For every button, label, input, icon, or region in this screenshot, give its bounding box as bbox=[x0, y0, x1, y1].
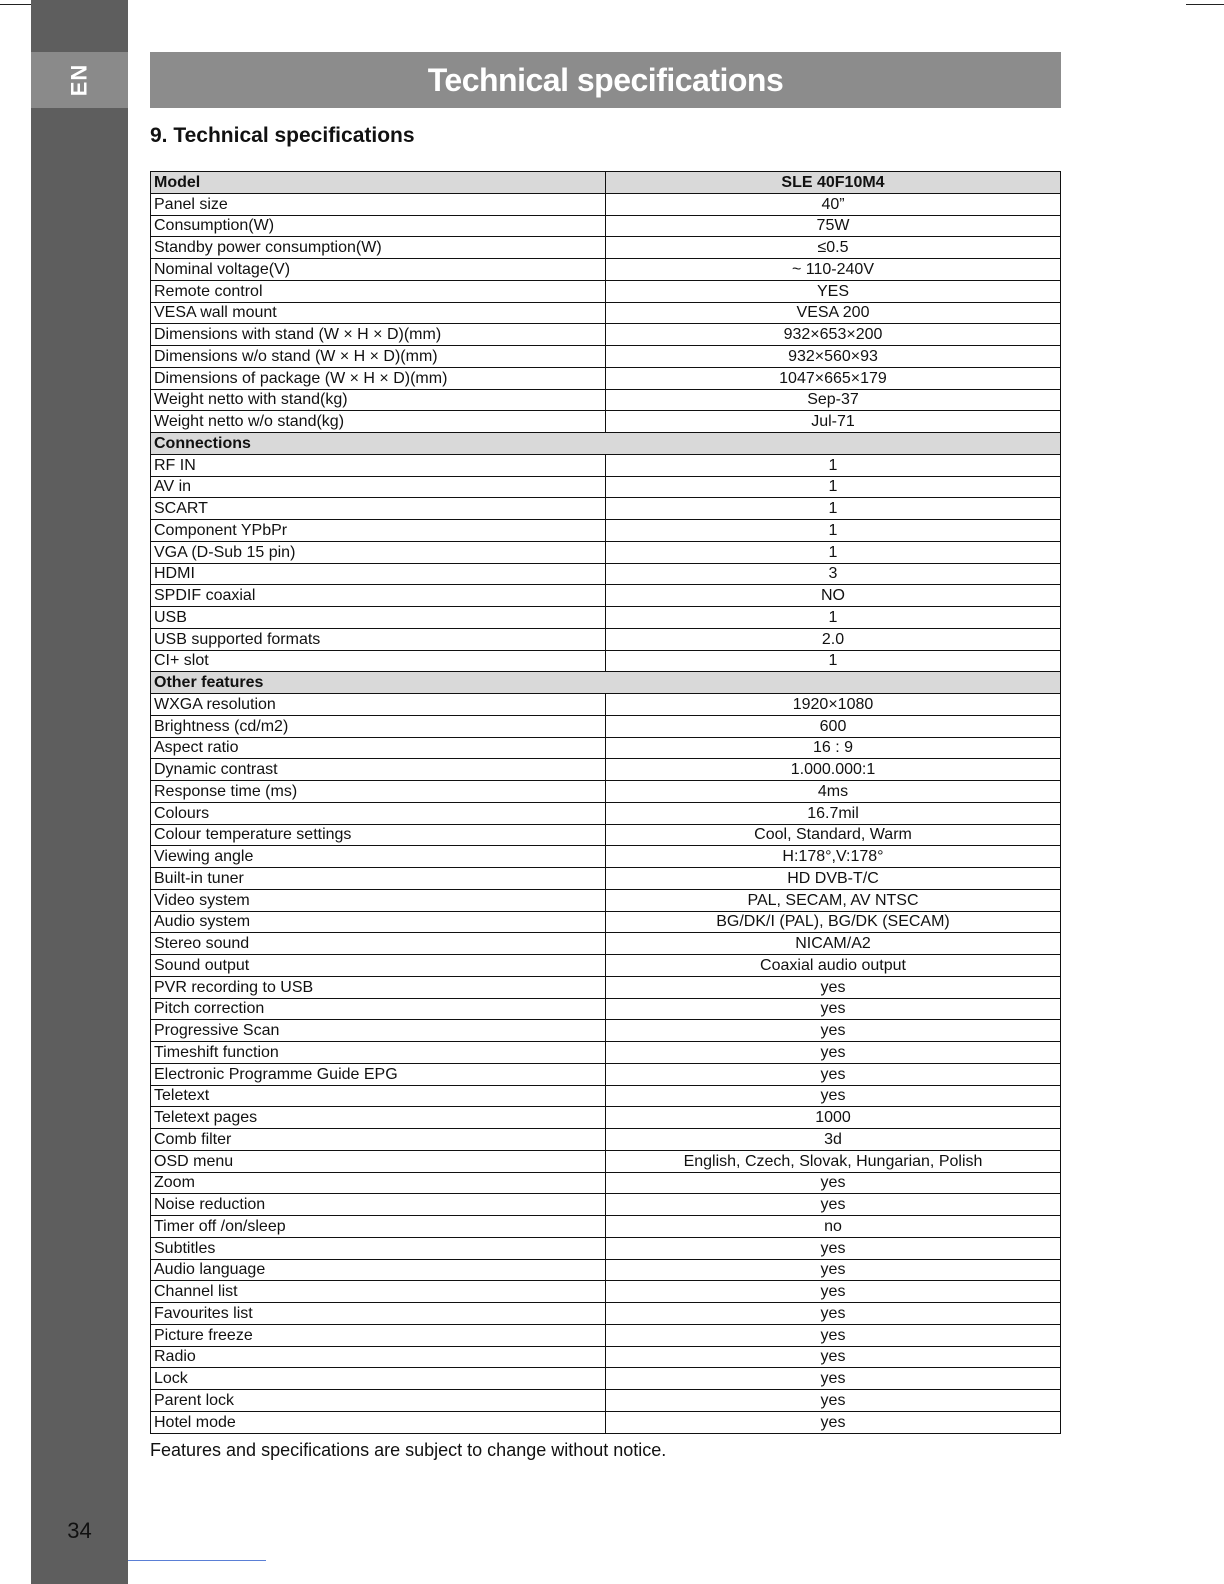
table-row bbox=[151, 889, 1061, 911]
spec-label: Nominal voltage(V) bbox=[151, 259, 606, 281]
spec-label: Colours bbox=[151, 802, 606, 824]
table-row bbox=[151, 868, 1061, 890]
spec-value: H:178°,V:178° bbox=[606, 846, 1061, 868]
table-row bbox=[151, 563, 1061, 585]
sidebar bbox=[31, 0, 128, 1584]
spec-value: ≤0.5 bbox=[606, 237, 1061, 259]
page-number: 34 bbox=[67, 1518, 92, 1543]
spec-value: 4ms bbox=[606, 781, 1061, 803]
table-row bbox=[151, 824, 1061, 846]
spec-label: Viewing angle bbox=[151, 846, 606, 868]
table-row bbox=[151, 215, 1061, 237]
table-row bbox=[151, 628, 1061, 650]
spec-value: yes bbox=[606, 1259, 1061, 1281]
table-row bbox=[151, 1237, 1061, 1259]
spec-value: 3 bbox=[606, 563, 1061, 585]
spec-label: Component YPbPr bbox=[151, 520, 606, 542]
spec-value: 1 bbox=[606, 650, 1061, 672]
table-row bbox=[151, 1346, 1061, 1368]
spec-label: Dimensions with stand (W × H × D)(mm) bbox=[151, 324, 606, 346]
spec-value: 2.0 bbox=[606, 628, 1061, 650]
language-tab bbox=[31, 52, 128, 108]
spec-label: Consumption(W) bbox=[151, 215, 606, 237]
spec-label: Progressive Scan bbox=[151, 1020, 606, 1042]
spec-value: 932×653×200 bbox=[606, 324, 1061, 346]
spec-label: Dimensions w/o stand (W × H × D)(mm) bbox=[151, 346, 606, 368]
spec-label: Colour temperature settings bbox=[151, 824, 606, 846]
spec-value: 1 bbox=[606, 607, 1061, 629]
table-row bbox=[151, 324, 1061, 346]
spec-label: Noise reduction bbox=[151, 1194, 606, 1216]
crop-mark-right bbox=[1186, 4, 1224, 5]
table-row bbox=[151, 976, 1061, 998]
spec-value: 1 bbox=[606, 498, 1061, 520]
table-row bbox=[151, 737, 1061, 759]
table-header-row bbox=[151, 172, 1061, 194]
spec-label: AV in bbox=[151, 476, 606, 498]
table-row bbox=[151, 715, 1061, 737]
spec-value: PAL, SECAM, AV NTSC bbox=[606, 889, 1061, 911]
table-row bbox=[151, 759, 1061, 781]
spec-value: 1.000.000:1 bbox=[606, 759, 1061, 781]
spec-label: Audio system bbox=[151, 911, 606, 933]
spec-value: yes bbox=[606, 1303, 1061, 1325]
spec-value: yes bbox=[606, 1411, 1061, 1433]
language-label: EN bbox=[66, 63, 92, 97]
spec-label: Audio language bbox=[151, 1259, 606, 1281]
spec-label: PVR recording to USB bbox=[151, 976, 606, 998]
spec-label: Sound output bbox=[151, 955, 606, 977]
spec-value: Jul-71 bbox=[606, 411, 1061, 433]
spec-value: yes bbox=[606, 1020, 1061, 1042]
table-row bbox=[151, 1303, 1061, 1325]
table-row bbox=[151, 280, 1061, 302]
spec-value: 1 bbox=[606, 520, 1061, 542]
spec-label: Parent lock bbox=[151, 1390, 606, 1412]
spec-label: Favourites list bbox=[151, 1303, 606, 1325]
table-row bbox=[151, 1281, 1061, 1303]
spec-label: Aspect ratio bbox=[151, 737, 606, 759]
spec-label: Lock bbox=[151, 1368, 606, 1390]
table-row bbox=[151, 955, 1061, 977]
table-row bbox=[151, 1368, 1061, 1390]
table-row bbox=[151, 694, 1061, 716]
spec-value: 16.7mil bbox=[606, 802, 1061, 824]
section-row-connections-label: Connections bbox=[151, 433, 1061, 455]
table-row bbox=[151, 1085, 1061, 1107]
spec-value: ~ 110-240V bbox=[606, 259, 1061, 281]
spec-value: YES bbox=[606, 280, 1061, 302]
table-row bbox=[151, 585, 1061, 607]
spec-label: Picture freeze bbox=[151, 1324, 606, 1346]
table-row bbox=[151, 367, 1061, 389]
table-row bbox=[151, 1042, 1061, 1064]
spec-value: 600 bbox=[606, 715, 1061, 737]
spec-value: VESA 200 bbox=[606, 302, 1061, 324]
spec-value: no bbox=[606, 1216, 1061, 1238]
spec-value: NO bbox=[606, 585, 1061, 607]
spec-label: USB bbox=[151, 607, 606, 629]
section-row-other-features-label: Other features bbox=[151, 672, 1061, 694]
spec-label: Comb filter bbox=[151, 1129, 606, 1151]
spec-value: yes bbox=[606, 976, 1061, 998]
spec-label: Weight netto w/o stand(kg) bbox=[151, 411, 606, 433]
spec-value: yes bbox=[606, 1042, 1061, 1064]
spec-label: Stereo sound bbox=[151, 933, 606, 955]
table-row bbox=[151, 1150, 1061, 1172]
section-row-connections bbox=[151, 433, 1061, 455]
table-row bbox=[151, 389, 1061, 411]
spec-value: 3d bbox=[606, 1129, 1061, 1151]
table-row bbox=[151, 193, 1061, 215]
header-band bbox=[150, 52, 1061, 108]
spec-value: yes bbox=[606, 1281, 1061, 1303]
table-row bbox=[151, 541, 1061, 563]
spec-label: Timer off /on/sleep bbox=[151, 1216, 606, 1238]
spec-value: yes bbox=[606, 998, 1061, 1020]
table-row bbox=[151, 1390, 1061, 1412]
table-row bbox=[151, 1129, 1061, 1151]
table-row bbox=[151, 476, 1061, 498]
spec-value: 1 bbox=[606, 476, 1061, 498]
spec-value: yes bbox=[606, 1085, 1061, 1107]
spec-label: Subtitles bbox=[151, 1237, 606, 1259]
spec-value: 40” bbox=[606, 193, 1061, 215]
spec-value: 932×560×93 bbox=[606, 346, 1061, 368]
table-row bbox=[151, 1194, 1061, 1216]
spec-value: BG/DK/I (PAL), BG/DK (SECAM) bbox=[606, 911, 1061, 933]
footnote: Features and specifications are subject to change without notice. bbox=[150, 1440, 667, 1460]
spec-value: 1 bbox=[606, 541, 1061, 563]
table-row bbox=[151, 346, 1061, 368]
bottom-rule bbox=[128, 1560, 266, 1561]
table-row bbox=[151, 998, 1061, 1020]
spec-label: CI+ slot bbox=[151, 650, 606, 672]
table-row bbox=[151, 1020, 1061, 1042]
table-row bbox=[151, 1107, 1061, 1129]
table-row bbox=[151, 1411, 1061, 1433]
spec-label: Timeshift function bbox=[151, 1042, 606, 1064]
table-row bbox=[151, 1324, 1061, 1346]
model-value: SLE 40F10M4 bbox=[606, 172, 1061, 194]
spec-value: English, Czech, Slovak, Hungarian, Polish bbox=[606, 1150, 1061, 1172]
spec-label: Built-in tuner bbox=[151, 868, 606, 890]
table-row bbox=[151, 607, 1061, 629]
spec-label: RF IN bbox=[151, 454, 606, 476]
spec-label: Remote control bbox=[151, 280, 606, 302]
spec-label: Channel list bbox=[151, 1281, 606, 1303]
spec-value: HD DVB-T/C bbox=[606, 868, 1061, 890]
table-row bbox=[151, 1216, 1061, 1238]
spec-value: yes bbox=[606, 1368, 1061, 1390]
spec-label: USB supported formats bbox=[151, 628, 606, 650]
spec-value: NICAM/A2 bbox=[606, 933, 1061, 955]
spec-value: yes bbox=[606, 1390, 1061, 1412]
spec-label: Electronic Programme Guide EPG bbox=[151, 1063, 606, 1085]
spec-label: Zoom bbox=[151, 1172, 606, 1194]
table-row bbox=[151, 454, 1061, 476]
table-row bbox=[151, 520, 1061, 542]
table-row bbox=[151, 650, 1061, 672]
spec-value: yes bbox=[606, 1194, 1061, 1216]
spec-value: yes bbox=[606, 1324, 1061, 1346]
table-row bbox=[151, 259, 1061, 281]
spec-label: Dimensions of package (W × H × D)(mm) bbox=[151, 367, 606, 389]
spec-value: 1920×1080 bbox=[606, 694, 1061, 716]
spec-label: Panel size bbox=[151, 193, 606, 215]
table-row bbox=[151, 1172, 1061, 1194]
spec-label: Response time (ms) bbox=[151, 781, 606, 803]
spec-value: 75W bbox=[606, 215, 1061, 237]
spec-label: VESA wall mount bbox=[151, 302, 606, 324]
spec-label: SPDIF coaxial bbox=[151, 585, 606, 607]
table-row bbox=[151, 411, 1061, 433]
model-label: Model bbox=[151, 172, 606, 194]
spec-value: 1047×665×179 bbox=[606, 367, 1061, 389]
spec-label: Standby power consumption(W) bbox=[151, 237, 606, 259]
table-row bbox=[151, 781, 1061, 803]
table-row bbox=[151, 802, 1061, 824]
spec-table bbox=[150, 171, 1061, 1434]
spec-label: Brightness (cd/m2) bbox=[151, 715, 606, 737]
spec-label: Radio bbox=[151, 1346, 606, 1368]
spec-value: Coaxial audio output bbox=[606, 955, 1061, 977]
table-row bbox=[151, 933, 1061, 955]
spec-value: yes bbox=[606, 1346, 1061, 1368]
spec-label: Hotel mode bbox=[151, 1411, 606, 1433]
spec-label: VGA (D-Sub 15 pin) bbox=[151, 541, 606, 563]
spec-label: WXGA resolution bbox=[151, 694, 606, 716]
spec-value: 1 bbox=[606, 454, 1061, 476]
spec-label: Teletext bbox=[151, 1085, 606, 1107]
table-row bbox=[151, 1259, 1061, 1281]
spec-value: Sep-37 bbox=[606, 389, 1061, 411]
spec-value: Cool, Standard, Warm bbox=[606, 824, 1061, 846]
spec-label: Weight netto with stand(kg) bbox=[151, 389, 606, 411]
table-row bbox=[151, 498, 1061, 520]
section-row-other-features bbox=[151, 672, 1061, 694]
section-title: 9. Technical specifications bbox=[150, 124, 415, 147]
spec-label: Video system bbox=[151, 889, 606, 911]
spec-value: yes bbox=[606, 1172, 1061, 1194]
spec-value: yes bbox=[606, 1237, 1061, 1259]
spec-label: Teletext pages bbox=[151, 1107, 606, 1129]
table-row bbox=[151, 911, 1061, 933]
table-row bbox=[151, 237, 1061, 259]
spec-value: 1000 bbox=[606, 1107, 1061, 1129]
spec-value: yes bbox=[606, 1063, 1061, 1085]
spec-label: HDMI bbox=[151, 563, 606, 585]
spec-value: 16 : 9 bbox=[606, 737, 1061, 759]
table-row bbox=[151, 302, 1061, 324]
spec-label: SCART bbox=[151, 498, 606, 520]
spec-label: Dynamic contrast bbox=[151, 759, 606, 781]
table-row bbox=[151, 846, 1061, 868]
spec-label: Pitch correction bbox=[151, 998, 606, 1020]
page-title: Technical specifications bbox=[427, 61, 784, 98]
table-row bbox=[151, 1063, 1061, 1085]
spec-label: OSD menu bbox=[151, 1150, 606, 1172]
